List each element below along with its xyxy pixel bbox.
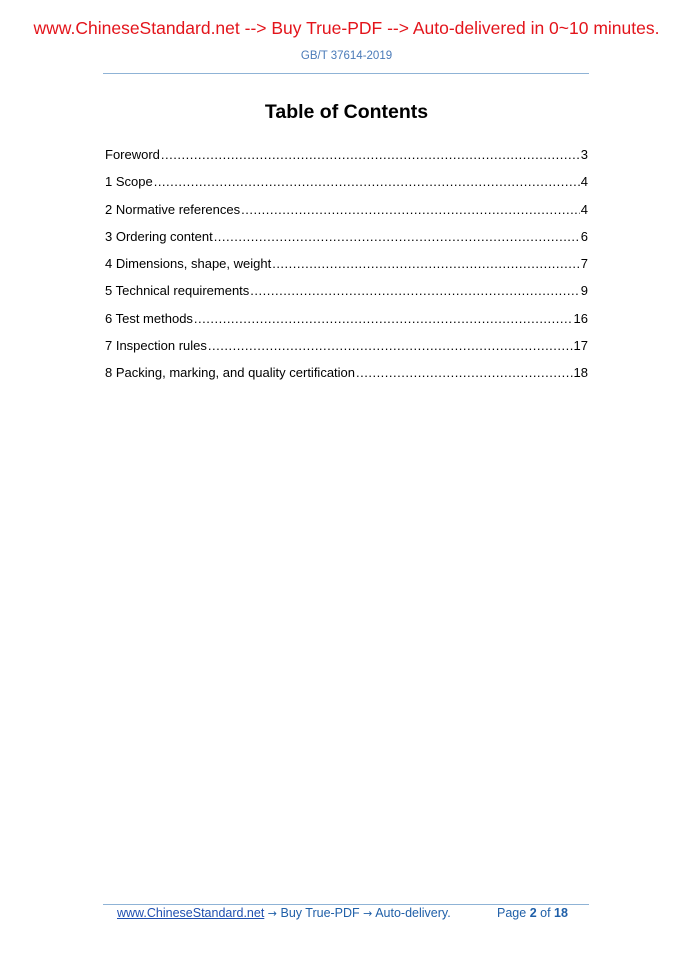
page-label: Page xyxy=(497,906,527,920)
toc-entry-normative-references[interactable] xyxy=(105,200,588,227)
toc-dot-leader xyxy=(241,200,580,220)
toc-dot-leader xyxy=(154,172,580,192)
total-pages-number: 18 xyxy=(554,906,568,920)
toc-entry-foreword[interactable] xyxy=(105,145,588,172)
toc-entry-title: 5 Technical requirements xyxy=(105,283,250,299)
header-divider xyxy=(103,73,589,74)
toc-entry-packing-marking[interactable] xyxy=(105,363,588,390)
toc-entry-title: 3 Ordering content xyxy=(105,228,213,244)
toc-entry-scope[interactable] xyxy=(105,172,588,199)
of-label: of xyxy=(540,906,551,920)
toc-entry-page: 7 xyxy=(580,256,588,272)
toc-entry-title: 7 Inspection rules xyxy=(105,338,207,354)
table-of-contents xyxy=(105,145,588,391)
toc-entry-test-methods[interactable] xyxy=(105,309,588,336)
footer-divider xyxy=(103,904,589,905)
toc-dot-leader xyxy=(356,363,573,383)
footer-buy-text: Buy True-PDF xyxy=(280,906,360,920)
toc-dot-leader xyxy=(208,336,573,356)
toc-entry-title: 1 Scope xyxy=(105,174,153,190)
promo-banner[interactable]: www.ChineseStandard.net --> Buy True-PDF --> Auto-delivered in 0~10 minutes. xyxy=(33,18,660,38)
arrow-right-icon: → xyxy=(267,907,278,920)
toc-dot-leader xyxy=(214,227,580,247)
arrow-right-icon: → xyxy=(363,907,373,920)
toc-entry-title: Foreword xyxy=(105,147,160,162)
toc-dot-leader xyxy=(272,254,580,274)
toc-entry-page: 4 xyxy=(580,201,588,217)
toc-entry-ordering-content[interactable] xyxy=(105,227,588,254)
toc-entry-page: 4 xyxy=(580,174,588,190)
toc-entry-title: 6 Test methods xyxy=(105,310,193,326)
toc-entry-page: 18 xyxy=(573,365,588,381)
footer-delivery-text: Auto-delivery. xyxy=(375,906,451,920)
toc-entry-inspection-rules[interactable] xyxy=(105,336,588,363)
toc-entry-title: 8 Packing, marking, and quality certification xyxy=(105,365,356,381)
toc-entry-page: 3 xyxy=(580,147,588,162)
toc-dot-leader xyxy=(194,309,573,329)
current-page-number: 2 xyxy=(529,906,537,920)
page-indicator xyxy=(497,906,568,920)
toc-dot-leader xyxy=(161,145,580,165)
toc-entry-dimensions[interactable] xyxy=(105,254,588,281)
toc-entry-technical-requirements[interactable] xyxy=(105,281,588,308)
page-title: Table of Contents xyxy=(264,101,429,123)
toc-entry-page: 17 xyxy=(573,338,588,354)
toc-dot-leader xyxy=(250,281,579,301)
toc-entry-title: 4 Dimensions, shape, weight xyxy=(105,256,272,272)
footer-site-link[interactable]: www.ChineseStandard.net xyxy=(117,906,265,920)
page-footer xyxy=(117,906,587,920)
toc-entry-page: 16 xyxy=(573,310,588,326)
toc-entry-title: 2 Normative references xyxy=(105,201,241,217)
document-id: GB/T 37614-2019 xyxy=(300,50,393,62)
toc-entry-page: 9 xyxy=(580,283,588,299)
toc-entry-page: 6 xyxy=(580,228,588,244)
